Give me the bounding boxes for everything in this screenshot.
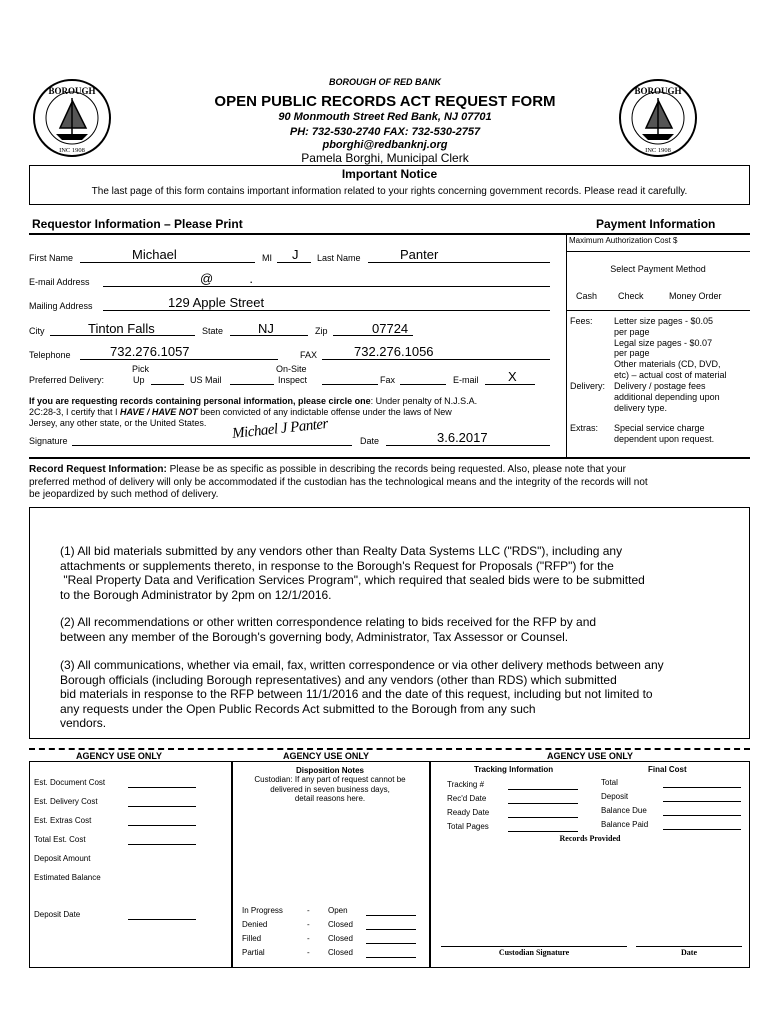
final-deposit-field[interactable]	[663, 801, 741, 802]
personal-info-line3: Jersey, any other state, or the United States.	[29, 418, 207, 428]
svg-text:BOROUGH: BOROUGH	[48, 86, 96, 96]
extras-list	[614, 423, 714, 445]
money-order-option[interactable]: Money Order	[669, 291, 722, 301]
zip-field[interactable]: 07724	[372, 321, 409, 336]
fee-line: per page	[614, 326, 650, 337]
borough-name: BOROUGH OF RED BANK	[329, 77, 441, 87]
section-rule	[29, 233, 750, 235]
recd-date-label: Rec'd Date	[447, 794, 487, 803]
status-denied: Denied	[242, 920, 268, 929]
tracking-info-title: Tracking Information	[474, 765, 554, 774]
final-cost-title: Final Cost	[648, 765, 687, 774]
svg-text:BOROUGH: BOROUGH	[634, 86, 682, 96]
status-closed: Closed	[328, 934, 353, 943]
state-field[interactable]: NJ	[258, 321, 274, 336]
est-document-cost-field[interactable]	[128, 787, 196, 788]
est-extras-cost-field[interactable]	[128, 825, 196, 826]
clerk-email: pborghi@redbanknj.org	[322, 139, 448, 151]
fee-line: Other materials (CD, DVD,	[614, 359, 721, 370]
tracking-number-label: Tracking #	[447, 780, 485, 789]
status-partial: Partial	[242, 948, 265, 957]
svg-text:INC 1908: INC 1908	[59, 147, 85, 154]
tracking-number-field[interactable]	[508, 789, 578, 790]
signature-label: Signature	[29, 436, 68, 446]
custodian-date-field[interactable]	[636, 946, 742, 947]
pickup-checkbox[interactable]	[151, 384, 184, 385]
custodian-date-label: Date	[681, 948, 697, 957]
delivery-list	[614, 381, 720, 413]
email-field[interactable]: @ .	[200, 271, 253, 286]
date-field[interactable]: 3.6.2017	[437, 430, 488, 445]
usmail-checkbox[interactable]	[230, 384, 274, 385]
final-total-field[interactable]	[663, 787, 741, 788]
onsite-label: On-Site	[276, 364, 307, 374]
final-deposit-label: Deposit	[601, 792, 629, 801]
balance-due-field[interactable]	[663, 815, 741, 816]
have-have-not-choice[interactable]: HAVE / HAVE NOT	[120, 407, 198, 417]
disposition-notes-text: Custodian: If any part of request cannot be delivered in seven business days, detail reasons here.	[254, 775, 406, 803]
section-rule	[29, 457, 750, 459]
city-label: City	[29, 326, 45, 336]
email-label: E-mail Address	[29, 277, 90, 287]
email-delivery-label: E-mail	[453, 375, 479, 385]
svg-text:INC 1908: INC 1908	[645, 147, 671, 154]
state-label: State	[202, 326, 224, 336]
total-est-cost-label: Total Est. Cost	[34, 835, 86, 844]
agency-col1-box	[29, 761, 232, 968]
requestor-heading: Requestor Information – Please Print	[32, 217, 243, 231]
mailing-field[interactable]: 129 Apple Street	[168, 295, 265, 310]
agency-col1-title: AGENCY USE ONLY	[75, 751, 163, 761]
pickup-label: Up	[133, 375, 145, 385]
fax-delivery-label: Fax	[380, 375, 396, 385]
fax-checkbox[interactable]	[400, 384, 446, 385]
balance-due-label: Balance Due	[601, 806, 647, 815]
status-denied-field[interactable]	[366, 929, 416, 930]
check-option[interactable]: Check	[618, 291, 644, 301]
total-est-cost-field[interactable]	[128, 844, 196, 845]
delivery-line: Delivery / postage fees	[614, 381, 706, 391]
telephone-field[interactable]: 732.276.1057	[110, 344, 190, 359]
record-request-instructions: Record Request Information: Please be as specific as possible in describing the records being requested. Also, please note that your	[29, 464, 626, 475]
usmail-label: US Mail	[190, 375, 222, 385]
status-open: Open	[328, 906, 348, 915]
delivery-label: Delivery:	[570, 381, 606, 391]
custodian-signature-label: Custodian Signature	[498, 948, 570, 957]
agency-divider	[29, 748, 750, 750]
total-pages-field[interactable]	[508, 831, 578, 832]
custodian-signature-field[interactable]	[441, 946, 627, 947]
deposit-amount-label: Deposit Amount	[34, 854, 91, 863]
fee-line: Legal size pages - $0.07	[614, 337, 713, 348]
notice-title: Important Notice	[341, 167, 438, 181]
fee-line: per page	[614, 348, 650, 359]
clerk-name: Pamela Borghi, Municipal Clerk	[301, 151, 469, 165]
notice-text: The last page of this form contains important information related to your rights concerning government records. Please read it carefully.	[91, 186, 688, 197]
final-total-label: Total	[601, 778, 618, 787]
status-dash: -	[307, 948, 310, 957]
request-paragraph-1: (1) All bid materials submitted by any vendors other than Realty Data Systems LLC ("RDS"), including any attachments or supplements thereto, in response to the Borough's Request for Proposals ("RFP") for the "Real Property Data and Verification Services Program", which required that sealed bids were to be submitted to the Borough Administrator by 2pm on 12/1/2016.	[60, 544, 645, 602]
cash-option[interactable]: Cash	[576, 291, 598, 301]
request-paragraph-3: (3) All communications, whether via email, fax, written correspondence or via other delivery methods between any Borough officials (including Borough representatives) and any vendors (other than RDS) which submitted bid materials in response to the RFP between 11/1/2016 and the date of this request, including but not limited to any requests under the Open Public Records Act submitted to the Borough from any such vendors.	[60, 658, 664, 730]
city-field[interactable]: Tinton Falls	[88, 321, 155, 336]
fees-list	[614, 316, 727, 381]
inspect-label: Inspect	[278, 375, 308, 385]
ready-date-field[interactable]	[508, 817, 578, 818]
first-name-label: First Name	[29, 253, 74, 263]
max-authorization: Maximum Authorization Cost $	[569, 236, 678, 245]
personal-info-line1: If you are requesting records containing personal information, please circle one: Under penalty of N.J.S.A.	[29, 396, 478, 406]
pick-label: Pick	[132, 364, 150, 374]
record-request-instructions-2: preferred method of delivery will only be accommodated if the custodian has the technological means and the integrity of the records will not	[29, 477, 648, 488]
deposit-date-field[interactable]	[128, 919, 196, 920]
fee-line: etc) – actual cost of material	[614, 369, 727, 380]
extras-line: dependent upon request.	[614, 433, 715, 444]
status-dash: -	[307, 934, 310, 943]
ready-date-label: Ready Date	[447, 808, 490, 817]
status-filled-field[interactable]	[366, 943, 416, 944]
payment-heading: Payment Information	[596, 217, 716, 231]
onsite-checkbox[interactable]	[322, 384, 378, 385]
date-label: Date	[360, 436, 380, 446]
estimated-balance-label: Estimated Balance	[34, 873, 101, 882]
agency-col2-title: AGENCY USE ONLY	[282, 751, 370, 761]
agency-col3-title: AGENCY USE ONLY	[546, 751, 634, 761]
disposition-notes-title: Disposition Notes	[295, 766, 364, 775]
form-title: OPEN PUBLIC RECORDS ACT REQUEST FORM	[214, 93, 556, 110]
last-name-label: Last Name	[317, 253, 361, 263]
est-document-cost-label: Est. Document Cost	[34, 778, 106, 787]
delivery-line: additional depending upon	[614, 391, 720, 402]
balance-paid-label: Balance Paid	[601, 820, 649, 829]
fax-field[interactable]: 732.276.1056	[354, 344, 434, 359]
fees-label: Fees:	[570, 316, 593, 326]
status-closed: Closed	[328, 920, 353, 929]
records-provided-label: Records Provided	[559, 834, 621, 843]
status-dash: -	[307, 920, 310, 929]
record-request-instructions-3: be jeopardized by such method of delivery.	[29, 489, 219, 500]
telephone-label: Telephone	[29, 350, 71, 360]
balance-paid-field[interactable]	[663, 829, 741, 830]
fax-label: FAX	[300, 350, 318, 360]
select-payment-method: Select Payment Method	[610, 264, 706, 274]
total-pages-label: Total Pages	[447, 822, 489, 831]
recd-date-field[interactable]	[508, 803, 578, 804]
first-name-field[interactable]: Michael	[132, 247, 177, 262]
status-dash: -	[307, 906, 310, 915]
fee-line: Letter size pages - $0.05	[614, 316, 714, 326]
status-in-progress: In Progress	[242, 906, 283, 915]
email-checkbox[interactable]	[485, 384, 535, 385]
extras-line: Special service charge	[614, 423, 705, 433]
est-extras-cost-label: Est. Extras Cost	[34, 816, 92, 825]
email-delivery-mark: X	[508, 369, 517, 384]
status-closed: Closed	[328, 948, 353, 957]
signature-field[interactable]: Michael J Panter	[231, 416, 329, 442]
est-delivery-cost-label: Est. Delivery Cost	[34, 797, 98, 806]
mi-label: MI	[262, 253, 272, 263]
est-delivery-cost-field[interactable]	[128, 806, 196, 807]
agency-col3-box	[430, 761, 750, 968]
delivery-line: delivery type.	[614, 402, 668, 413]
extras-label: Extras:	[570, 423, 599, 433]
borough-address: 90 Monmouth Street Red Bank, NJ 07701	[278, 111, 492, 123]
status-filled: Filled	[242, 934, 262, 943]
personal-info-line2: 2C:28-3, I certify that I HAVE / HAVE NOT been convicted of any indictable offense under the laws of New	[29, 407, 452, 417]
status-open-field[interactable]	[366, 915, 416, 916]
request-paragraph-2: (2) All recommendations or other written correspondence relating to bids received for the RFP by and between any member of the Borough's governing body, Administrator, Tax Assessor or Counsel.	[60, 615, 597, 644]
preferred-delivery-label: Preferred Delivery:	[29, 375, 105, 385]
status-partial-field[interactable]	[366, 957, 416, 958]
deposit-date-label: Deposit Date	[34, 910, 81, 919]
zip-label: Zip	[315, 326, 328, 336]
mi-field[interactable]: J	[292, 247, 299, 262]
mailing-label: Mailing Address	[29, 301, 93, 311]
phone-fax: PH: 732-530-2740 FAX: 732-530-2757	[289, 126, 481, 138]
last-name-field[interactable]: Panter	[400, 247, 439, 262]
